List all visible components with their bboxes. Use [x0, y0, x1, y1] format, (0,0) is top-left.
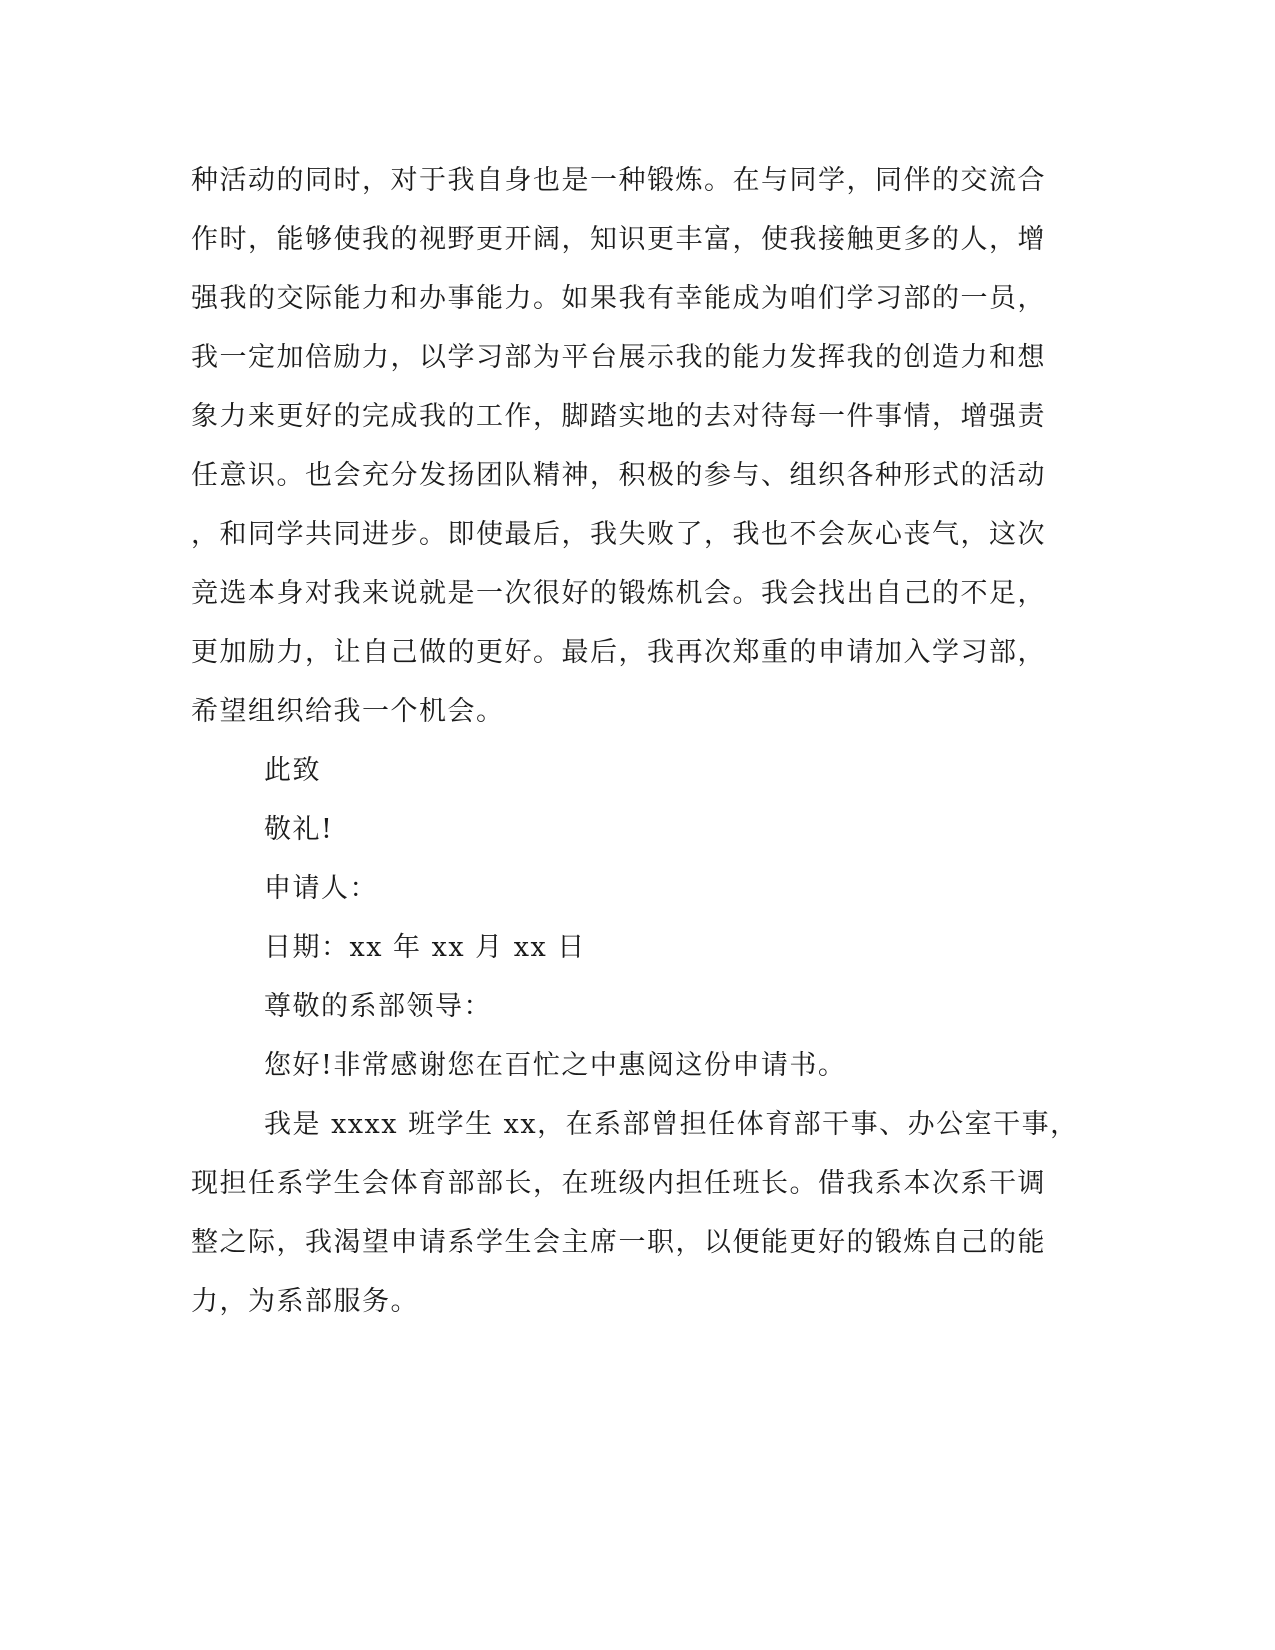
paragraph-line: 作时，能够使我的视野更开阔，知识更丰富，使我接触更多的人，增: [191, 224, 1046, 255]
paragraph-line: 我一定加倍励力，以学习部为平台展示我的能力发挥我的创造力和想: [191, 342, 1046, 373]
paragraph-line: ，和同学共同进步。即使最后，我失败了，我也不会灰心丧气，这次: [191, 519, 1046, 550]
salute-text: 敬礼!: [264, 814, 334, 845]
hello-line: 您好!非常感谢您在百忙之中惠阅这份申请书。: [264, 1050, 847, 1081]
paragraph-line: 整之际，我渴望申请系学生会主席一职，以便能更好的锻炼自己的能: [191, 1227, 1046, 1258]
paragraph-line: 种活动的同时，对于我自身也是一种锻炼。在与同学，同伴的交流合: [191, 165, 1046, 196]
paragraph-line: 更加励力，让自己做的更好。最后，我再次郑重的申请加入学习部，: [191, 637, 1046, 668]
paragraph-line: 强我的交际能力和办事能力。如果我有幸能成为咱们学习部的一员，: [191, 283, 1046, 314]
paragraph-line: 任意识。也会充分发扬团队精神，积极的参与、组织各种形式的活动: [191, 460, 1046, 491]
greeting-line: 尊敬的系部领导：: [264, 991, 492, 1022]
paragraph-line: 我是 xxxx 班学生 xx，在系部曾担任体育部干事、办公室干事，: [264, 1109, 1079, 1140]
paragraph-line: 竞选本身对我来说就是一次很好的锻炼机会。我会找出自己的不足，: [191, 578, 1046, 609]
paragraph-line: 力，为系部服务。: [191, 1286, 419, 1317]
closing-text: 此致: [264, 755, 321, 786]
applicant-label: 申请人：: [264, 873, 378, 904]
paragraph-line: 希望组织给我一个机会。: [191, 696, 505, 727]
date-line: 日期：xx 年 xx 月 xx 日: [264, 932, 586, 963]
paragraph-line: 现担任系学生会体育部部长，在班级内担任班长。借我系本次系干调: [191, 1168, 1046, 1199]
paragraph-line: 象力来更好的完成我的工作，脚踏实地的去对待每一件事情，增强责: [191, 401, 1046, 432]
